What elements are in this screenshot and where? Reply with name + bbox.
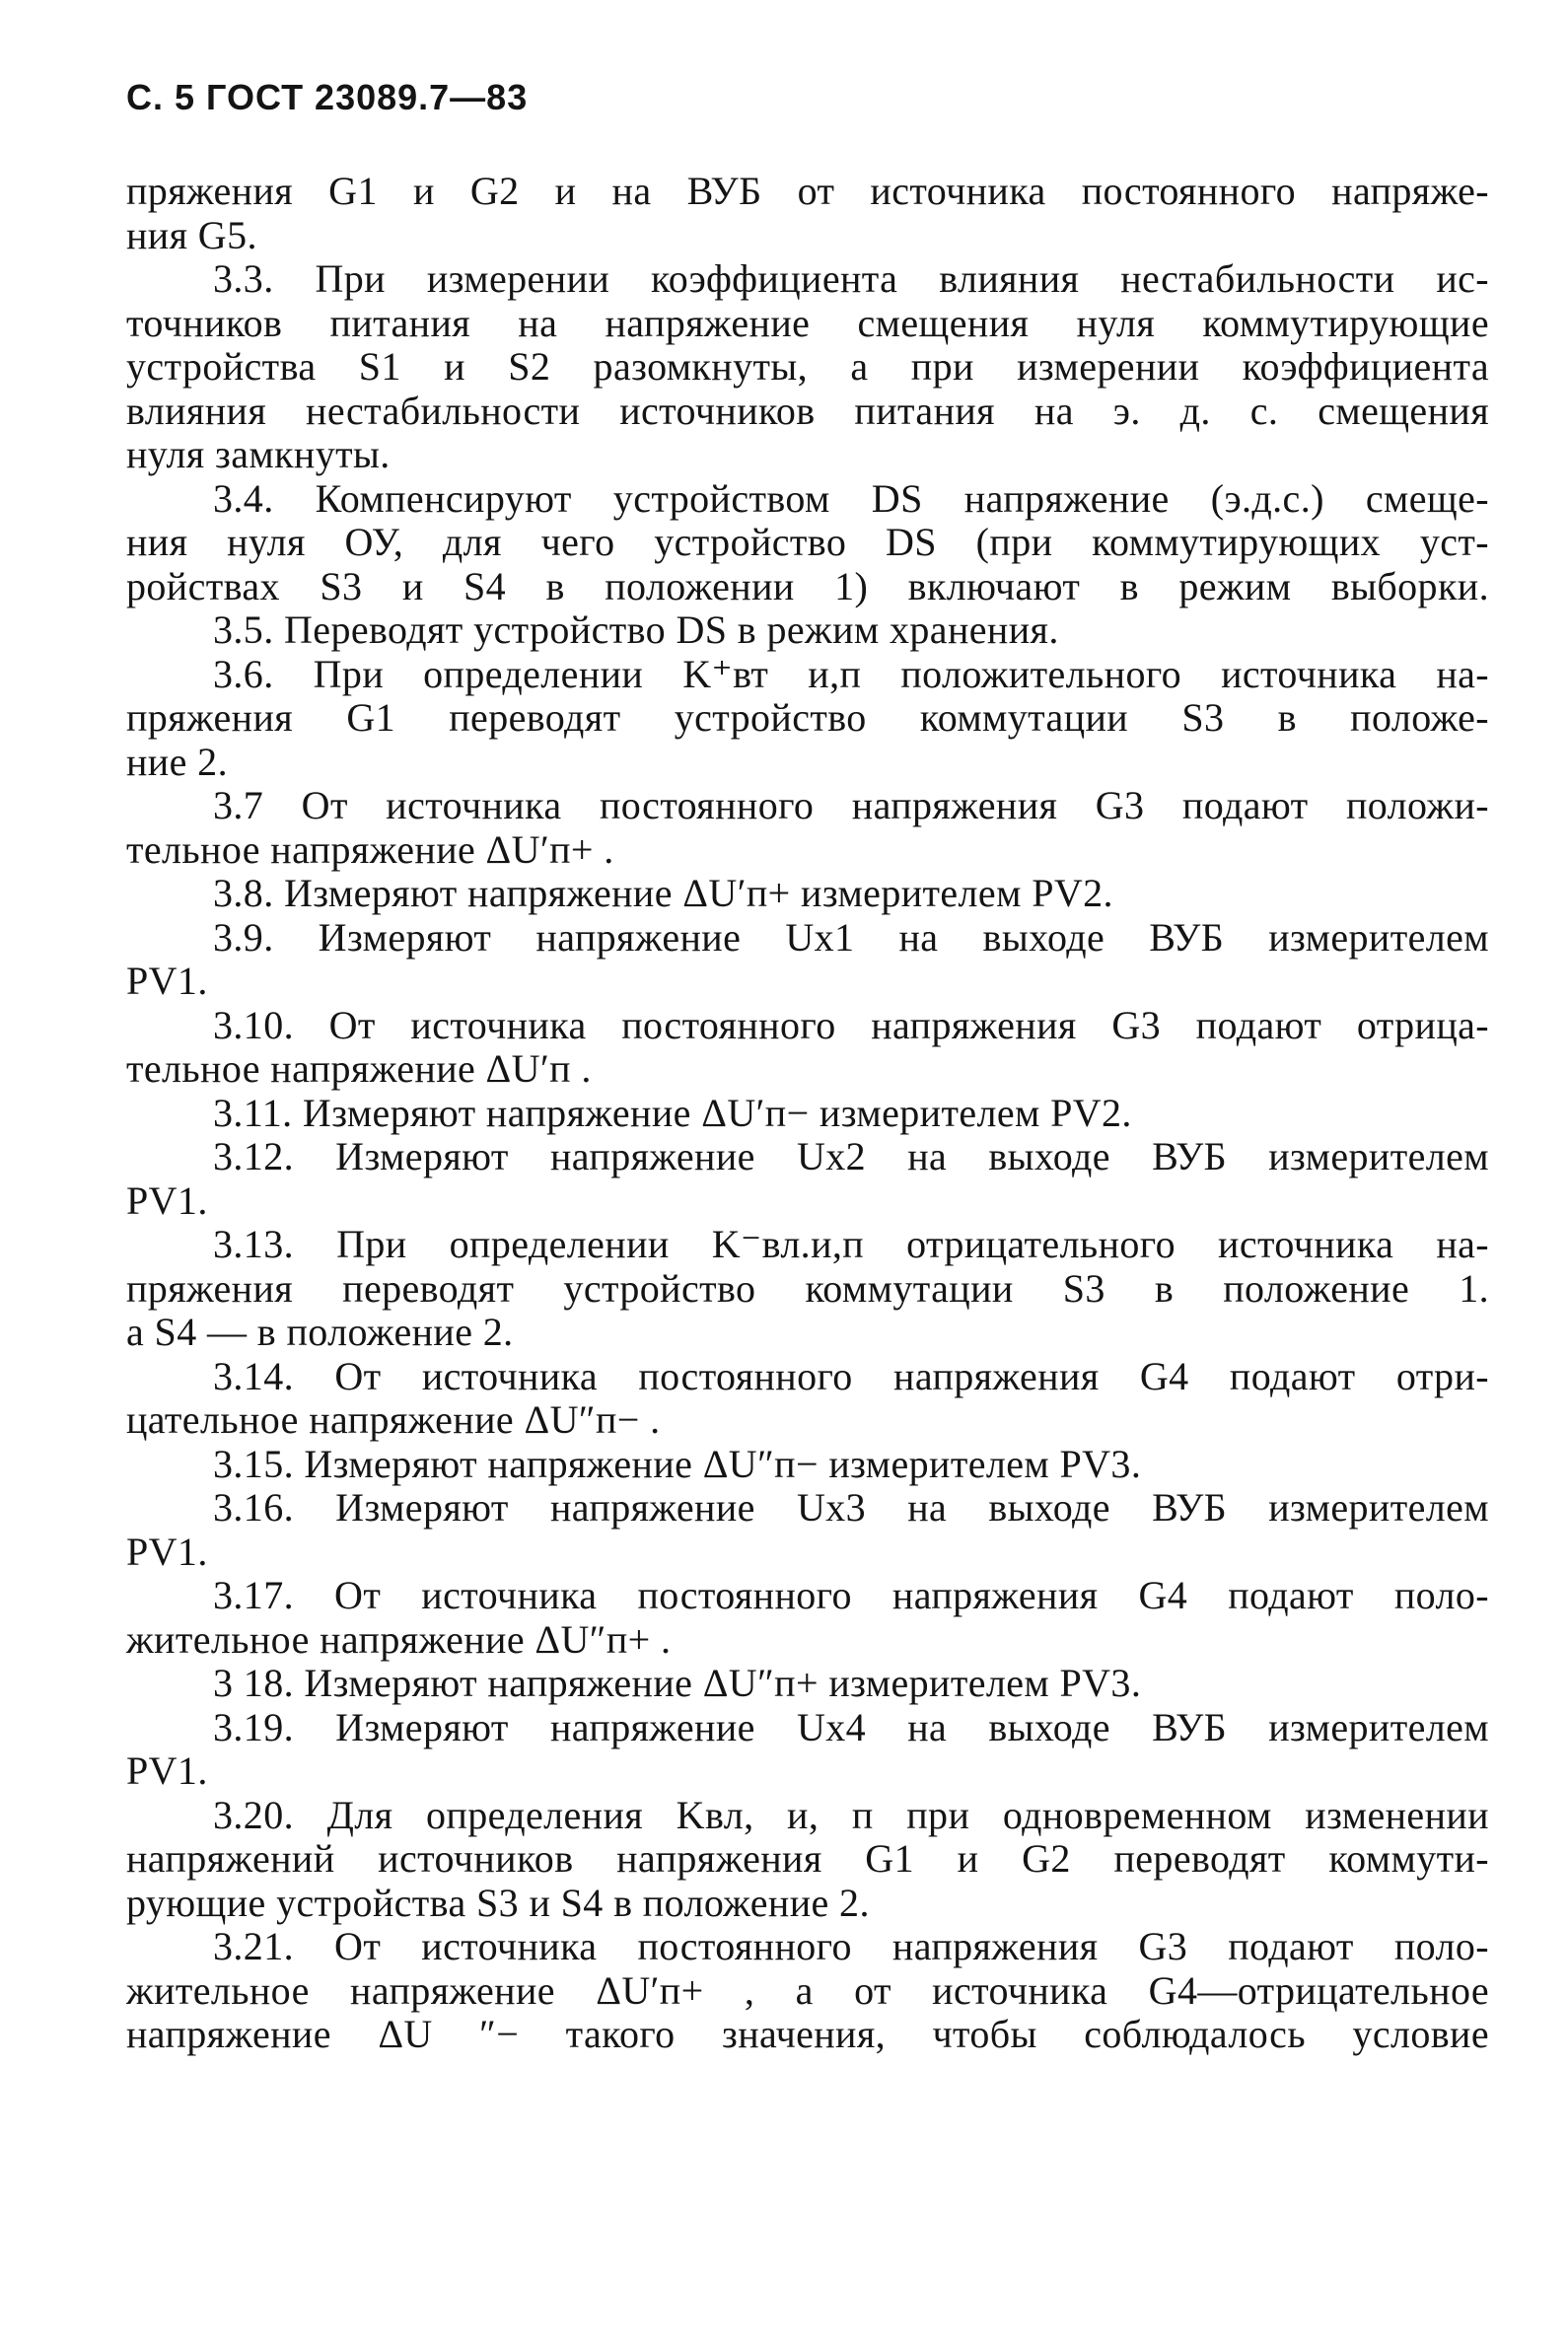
text-line: 3.9. Измеряют напряжение Ux1 на выходе ВУБ измерителем [213,915,1489,960]
text-line: 3.5. Переводят устройство DS в режим хранения. [213,607,1059,652]
text-line: 3.6. При определении K⁺вт и,п положительного источника на- [213,652,1489,696]
text-line: 3.17. От источника постоянного напряжения G4 подают поло- [213,1574,1489,1617]
text-line: пряжения переводят устройство коммутации S3 в положение 1. [126,1266,1489,1311]
text-line: жительное напряжение ΔU″п+ . [126,1616,672,1662]
text-line: PV1. [126,1177,208,1223]
text-line: 3.21. От источника постоянного напряжения G3 подают поло- [213,1925,1489,1968]
text-line: 3.12. Измеряют напряжение Ux2 на выходе ВУБ измерителем [213,1135,1489,1178]
text-line: 3.16. Измеряют напряжение Ux3 на выходе ВУБ измерителем [213,1486,1489,1530]
text-line: 3 18. Измеряют напряжение ΔU″п+ измерителем PV3. [213,1661,1142,1705]
text-line: рующие устройства S3 и S4 в положение 2. [126,1880,870,1925]
text-line: напряжение ΔU ″− такого значения, чтобы соблюдалось условие [126,2013,1489,2056]
text-line: напряжений источников напряжения G1 и G2 переводят коммути- [126,1837,1489,1881]
text-line: ния нуля ОУ, для чего устройство DS (при коммутирующих уст- [126,521,1489,564]
text-line: 3.20. Для определения Kвл, и, п при одновременном изменении [213,1793,1489,1837]
text-line: влияния нестабильности источников питания на э. д. с. смещения [126,389,1489,433]
text-line: 3.14. От источника постоянного напряжения G4 подают отри- [213,1354,1489,1398]
text-line: ние 2. [126,739,228,784]
text-line: ния G5. [126,212,257,257]
text-line: 3.19. Измеряют напряжение Ux4 на выходе ВУБ измерителем [213,1705,1489,1749]
text-line: нуля замкнуты. [126,432,391,476]
text-line: 3.3. При измерении коэффициента влияния нестабильности ис- [213,257,1489,301]
text-line: 3.15. Измеряют напряжение ΔU″п− измерителем PV3. [213,1441,1142,1486]
text-line: жительное напряжение ΔU′п+ , а от источника G4—отрицательное [126,1968,1489,2013]
text-line: 3.7 От источника постоянного напряжения G3 подают положи- [213,784,1489,827]
text-line: ройствах S3 и S4 в положении 1) включают в режим выборки. [126,564,1489,608]
page-header: С. 5 ГОСТ 23089.7—83 [126,77,529,117]
text-line: пряжения G1 и G2 и на ВУБ от источника постоянного напряже- [126,170,1489,213]
text-line: 3.8. Измеряют напряжение ΔU′п+ измерителем PV2. [213,871,1113,915]
text-line: устройства S1 и S2 разомкнуты, а при измерении коэффициента [126,345,1489,389]
text-line: 3.11. Измеряют напряжение ΔU′п− измерителем PV2. [213,1090,1132,1135]
text-line: 3.4. Компенсируют устройством DS напряжение (э.д.с.) смеще- [213,476,1489,521]
text-line: 3.10. От источника постоянного напряжения G3 подают отрица- [213,1003,1489,1047]
text-line: тельное напряжение ΔU′п . [126,1046,592,1091]
text-line: PV1. [126,1529,208,1574]
text-line: PV1. [126,1748,208,1793]
text-line: а S4 — в положение 2. [126,1310,514,1354]
text-line: 3.13. При определении K⁻вл.и,п отрицательного источника на- [213,1223,1489,1266]
text-line: тельное напряжение ΔU′п+ . [126,826,614,872]
text-line: пряжения G1 переводят устройство коммутации S3 в положе- [126,696,1489,740]
text-line: PV1. [126,959,208,1003]
text-line: цательное напряжение ΔU″п− . [126,1397,661,1442]
document-body [126,170,1489,2057]
text-line: точников питания на напряжение смещения нуля коммутирующие [126,301,1489,345]
